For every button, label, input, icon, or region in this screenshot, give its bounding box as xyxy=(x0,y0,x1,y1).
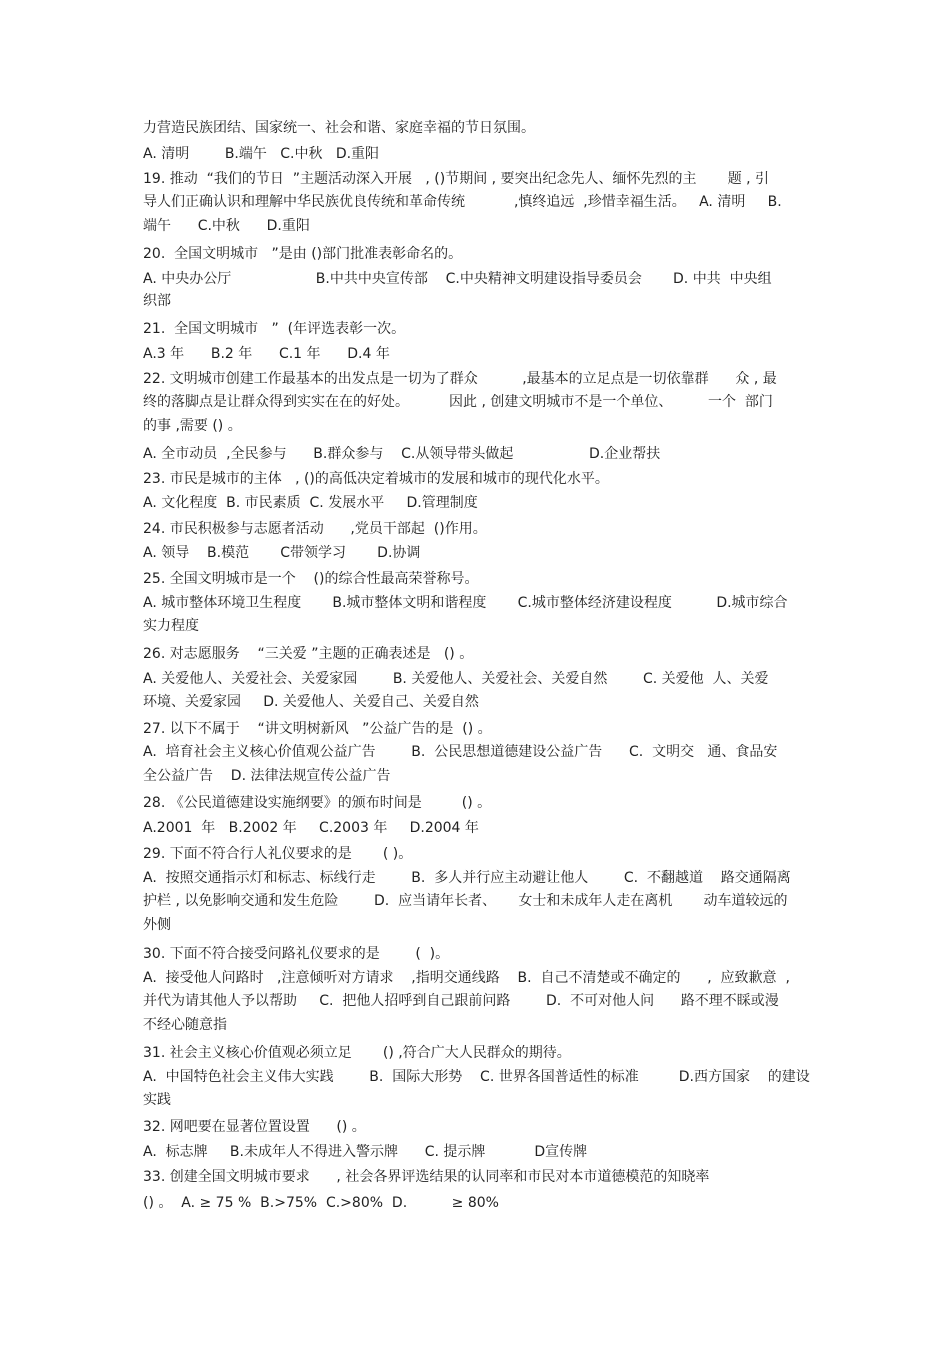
text-line: 织部 xyxy=(143,293,171,309)
text-line: 环境、关爱家园 D. 关爱他人、关爱自己、关爱自然 xyxy=(143,694,479,710)
text-line: 力营造民族团结、国家统一、社会和谐、家庭幸福的节日氛围。 xyxy=(143,120,535,136)
text-line: A. 中国特色社会主义伟大实践 B. 国际大形势 C. 世界各国普适性的标准 D.西方国家 的建设 xyxy=(143,1069,810,1085)
text-line: A.3 年 B.2 年 C.1 年 D.4 年 xyxy=(143,346,390,362)
text-line: 27. 以下不属于 “讲文明树新风 ”公益广告的是 () 。 xyxy=(143,721,492,737)
text-line: 实力程度 xyxy=(143,618,199,634)
text-line: 并代为请其他人予以帮助 C. 把他人招呼到自己跟前问路 D. 不可对他人问 路不理不睬或漫 xyxy=(143,993,779,1009)
text-line: 22. 文明城市创建工作最基本的出发点是一切为了群众 ,最基本的立足点是一切依靠群 众 , 最 xyxy=(143,371,777,387)
text-line: A. 中央办公厅 B.中共中央宣传部 C.中央精神文明建设指导委员会 D. 中共 中央组 xyxy=(143,271,772,287)
text-line: 端午 C.中秋 D.重阳 xyxy=(143,218,310,234)
text-line: A. 清明 B.端午 C.中秋 D.重阳 xyxy=(143,146,380,162)
text-line: 26. 对志愿服务 “三关爱 ”主题的正确表述是 () 。 xyxy=(143,646,474,662)
text-line: 29. 下面不符合行人礼仪要求的是 ( )。 xyxy=(143,846,413,862)
text-line: A. 领导 B.模范 C带领学习 D.协调 xyxy=(143,545,421,561)
text-line: A. 按照交通指示灯和标志、标线行走 B. 多人并行应主动避让他人 C. 不翻越道 路交通隔离 xyxy=(143,870,791,886)
text-line: () 。 A. ≥ 75 % B.>75% C.>80% D. ≥ 80% xyxy=(143,1195,499,1211)
text-line: 24. 市民积极参与志愿者活动 ,党员干部起 ()作用。 xyxy=(143,521,487,537)
text-line: 19. 推动 “我们的节日 ”主题活动深入开展 , ()节期间 , 要突出纪念先人、缅怀先烈的主 题 , 引 xyxy=(143,171,770,187)
text-line: 的事 ,需要 () 。 xyxy=(143,418,242,434)
text-line: 23. 市民是城市的主体 , ()的高低决定着城市的发展和城市的现代化水平。 xyxy=(143,471,609,487)
text-line: 31. 社会主义核心价值观必须立足 () ,符合广大人民群众的期待。 xyxy=(143,1045,571,1061)
text-line: A. 标志牌 B.未成年人不得进入警示牌 C. 提示牌 D宣传牌 xyxy=(143,1144,588,1160)
text-line: 不经心随意指 xyxy=(143,1017,227,1033)
text-line: 外侧 xyxy=(143,917,171,933)
text-line: 20. 全国文明城市 ”是由 ()部门批准表彰命名的。 xyxy=(143,246,463,262)
text-line: 21. 全国文明城市 ” (年评选表彰一次。 xyxy=(143,321,406,337)
text-line: 25. 全国文明城市是一个 ()的综合性最高荣誉称号。 xyxy=(143,571,479,587)
text-line: 28. 《公民道德建设实施纲要》的颁布时间是 () 。 xyxy=(143,795,492,811)
text-line: A. 培育社会主义核心价值观公益广告 B. 公民思想道德建设公益广告 C. 文明交 通、食品安 xyxy=(143,744,778,760)
text-line: A. 全市动员 ,全民参与 B.群众参与 C.从领导带头做起 D.企业帮扶 xyxy=(143,446,661,462)
text-line: 全公益广告 D. 法律法规宣传公益广告 xyxy=(143,768,391,784)
text-line: A. 关爱他人、关爱社会、关爱家园 B. 关爱他人、关爱社会、关爱自然 C. 关爱他 人、关爱 xyxy=(143,671,769,687)
text-line: 32. 网吧要在显著位置设置 () 。 xyxy=(143,1119,366,1135)
text-line: A.2001 年 B.2002 年 C.2003 年 D.2004 年 xyxy=(143,820,479,836)
text-line: A. 接受他人问路时 ,注意倾听对方请求 ,指明交通线路 B. 自己不清楚或不确定的 , 应致歉意 , xyxy=(143,970,790,986)
text-line: 终的落脚点是让群众得到实实在在的好处。 因此 , 创建文明城市不是一个单位、 一个 部门 xyxy=(143,394,773,410)
text-line: 30. 下面不符合接受问路礼仪要求的是 ( )。 xyxy=(143,946,450,962)
text-line: 33. 创建全国文明城市要求 , 社会各界评选结果的认同率和市民对本市道德模范的知晓率 xyxy=(143,1169,710,1185)
text-line: 实践 xyxy=(143,1092,171,1108)
text-line: 护栏 , 以免影响交通和发生危险 D. 应当请年长者、 女士和未成年人走在离机 动车道较远的 xyxy=(143,893,788,909)
text-line: A. 文化程度 B. 市民素质 C. 发展水平 D.管理制度 xyxy=(143,495,478,511)
text-line: A. 城市整体环境卫生程度 B.城市整体文明和谐程度 C.城市整体经济建设程度 D.城市综合 xyxy=(143,595,788,611)
text-line: 导人们正确认识和理解中华民族优良传统和革命传统 ,慎终追远 ,珍惜幸福生活。 A. 清明 B. xyxy=(143,194,782,210)
